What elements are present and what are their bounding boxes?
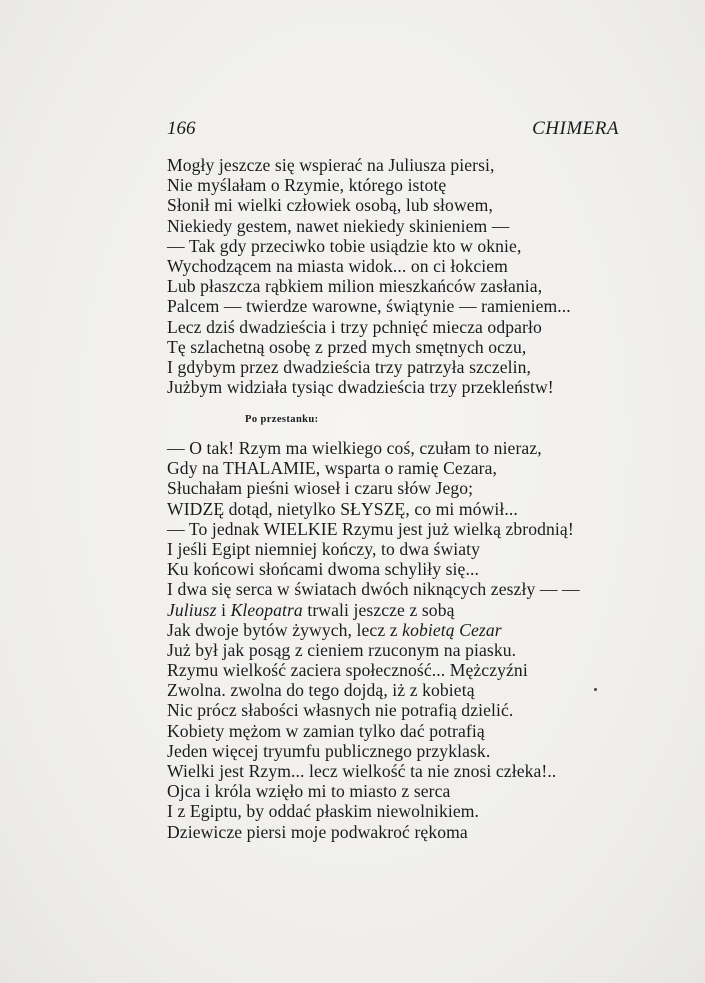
verse-line: Jużbym widziała tysiąc dwadzieścia trzy przekleństw! <box>167 377 554 398</box>
verse-line: I dwa się serca w światach dwóch niknących zeszły — — <box>167 579 580 600</box>
verse-stanza-1 <box>167 155 571 397</box>
running-title: CHIMERA <box>532 118 619 139</box>
verse-line: Wychodzącem na miasta widok... on ci łokciem <box>167 255 508 276</box>
verse-line: — To jednak WIELKIE Rzymu jest już wielką zbrodnią! <box>167 518 574 539</box>
verse-line: Nic prócz słabości własnych nie potrafią dzielić. <box>167 700 514 721</box>
verse-line: Juliusz i Kleopatra trwali jeszcze z sobą <box>167 599 455 620</box>
verse-line: Mogły jeszcze się wspierać na Juliusza piersi, <box>167 155 495 175</box>
verse-line: Zwolna. zwolna do tego dojdą, iż z kobietą <box>167 680 475 701</box>
verse-line: Lecz dziś dwadzieścia i trzy pchnięć miecza odparło <box>167 316 542 337</box>
print-speck <box>594 688 597 691</box>
verse-line: I z Egiptu, by oddać płaskim niewolnikiem. <box>167 801 480 822</box>
verse-line: — O tak! Rzym ma wielkiego coś, czułam to nieraz, <box>167 438 542 458</box>
verse-stanza-2 <box>167 438 580 842</box>
verse-line: Rzymu wielkość zaciera społeczność... Mężczyźni <box>167 660 528 681</box>
verse-line: Nie myślałam o Rzymie, którego istotę <box>167 175 447 196</box>
verse-line: Ojca i króla wzięło mi to miasto z serca <box>167 781 451 802</box>
verse-line: Słuchałam pieśni wioseł i czaru słów Jego; <box>167 478 474 499</box>
verse-line: WIDZĘ dotąd, nietylko SŁYSZĘ, co mi mówił... <box>167 498 518 519</box>
verse-line: Ku końcowi słońcami dwoma schyliły się... <box>167 559 479 580</box>
stage-direction: Po przestanku: <box>245 414 319 425</box>
verse-line: I jeśli Egipt niemniej kończy, to dwa światy <box>167 538 481 559</box>
verse-line: Jeden więcej tryumfu publicznego przyklask. <box>167 740 491 761</box>
verse-line: Jak dwoje bytów żywych, lecz z kobietą Cezar <box>167 619 502 640</box>
verse-line: Kobiety mężom w zamian tylko dać potrafią <box>167 720 485 741</box>
verse-line: — Tak gdy przeciwko tobie usiądzie kto w oknie, <box>167 235 522 256</box>
verse-line: Tę szlachetną osobę z przed mych smętnych oczu, <box>167 336 527 357</box>
page-number: 166 <box>167 118 196 139</box>
verse-line: Już był jak posąg z cieniem rzuconym na piasku. <box>167 639 517 660</box>
verse-line: Wielki jest Rzym... lecz wielkość ta nie znosi człeka!.. <box>167 761 557 781</box>
verse-line: Dziewicze piersi moje podwakroć rękoma <box>167 821 468 842</box>
verse-line: Palcem — twierdze warowne, świątynie — ramieniem... <box>167 296 571 317</box>
verse-line: Niekiedy gestem, nawet niekiedy skinieniem — <box>167 215 510 236</box>
page-header <box>167 118 619 144</box>
verse-line: Słonił mi wielki człowiek osobą, lub słowem, <box>167 195 493 216</box>
verse-line: Gdy na THALAMIE, wsparta o ramię Cezara, <box>167 458 498 479</box>
verse-line: I gdybym przez dwadzieścia trzy patrzyła szczelin, <box>167 356 532 377</box>
verse-line: Lub płaszcza rąbkiem milion mieszkańców zasłania, <box>167 276 543 297</box>
